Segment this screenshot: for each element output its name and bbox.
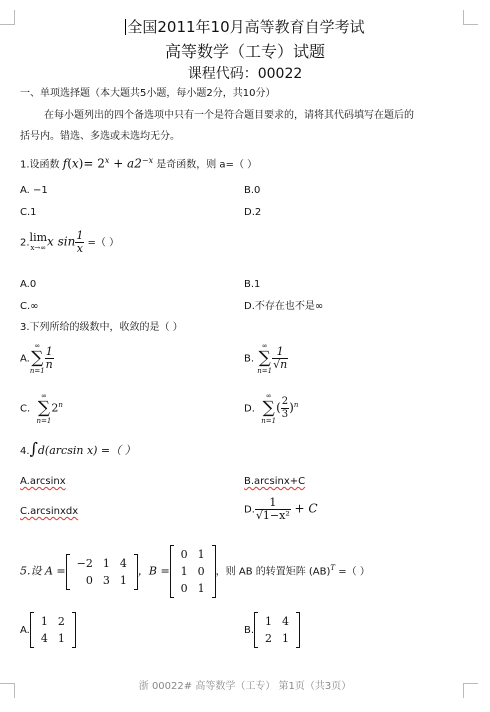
matrix-b-cell: 0 [180,582,188,595]
q3-a-sum-top: ∞ [34,342,41,350]
matrix-option-b-row [260,630,294,647]
exam-title [0,16,490,37]
q3-c-sum-bot: n=1 [36,417,52,425]
exam-subtitle: 高等数学（工专）试题 [164,42,325,61]
q4-option-c [20,506,78,518]
matrix-option-b-cell: 4 [282,615,290,628]
q5-mid: ，B = [137,564,170,578]
q3-a-num: 1 [45,345,53,358]
matrix-a-cell: 1 [102,556,110,570]
q3-d-label: D. [244,403,255,415]
q3-b-sum-top: ∞ [261,342,268,350]
page-footer: 浙 00022# 高等数学（工专） 第1页（共3页） [138,681,352,692]
matrix-option-b-cell: 1 [282,632,290,645]
matrix-option-b-row [260,613,294,630]
q3-b-sigma: ∑ [258,348,271,368]
q2-lim: lim [29,230,48,244]
matrix-b [170,545,216,598]
q3-b-sum-bot: n=1 [257,367,273,375]
q3-a-den: n [45,358,53,371]
q3-d-sigma: ∑ [262,398,275,418]
q2-option-a: A.0 [20,279,37,290]
matrix-b-row [176,563,210,580]
matrix-option-b [254,612,300,648]
q4-d-den: √1−x² [255,509,290,522]
q4-d-num: 1 [255,497,291,510]
question-4-stem [20,441,136,460]
question-5-stem [20,545,370,598]
q4-option-c-text: C.arcsinxdx [20,506,79,517]
q3-c-sigma: ∑ [37,398,51,418]
q5-option-a [20,612,76,648]
q2-option-c: C.∞ [20,301,39,312]
matrix-a-cell: 3 [102,573,110,587]
matrix-a-cell: 1 [119,573,127,587]
q1-option-b: B.0 [244,185,261,196]
matrix-option-a-cell: 1 [40,615,48,628]
question-3-stem: 3.下列所给的级数中，收敛的是（ ） [20,322,183,333]
q1-exp2: −x [141,156,154,165]
exam-title-text: 全国2011年10月高等教育自学考试 [127,18,365,36]
q4-prefix: 4. [20,446,30,457]
q3-d-sum-bot: n=1 [261,417,277,425]
matrix-a-row [72,555,132,572]
matrix-a-cell: −2 [76,556,93,570]
matrix-option-a [30,612,76,648]
q5-a-label: A. [20,625,30,636]
q4-d-label: D. [244,504,255,516]
instruction-line-2: 括号内。错选、多选或未选均无分。 [20,131,180,142]
q2-lim-sub: x→∞ [30,243,47,252]
q2-frac-num: 1 [76,229,84,242]
q3-b-num: 1 [272,346,288,359]
q4-option-a-text: A.arcsinx [20,476,66,487]
matrix-a [66,554,138,590]
q5-transpose: T [330,564,336,573]
matrix-a-cell: 0 [85,573,93,587]
q5-option-b [244,612,300,648]
q1-option-d: D.2 [244,207,262,218]
q4-option-a [20,476,66,488]
q1-prefix: 1.设函数 [20,159,63,171]
q5-b-label: B. [244,625,255,636]
matrix-b-cell: 0 [197,565,205,578]
q3-b-den: √n [273,358,288,371]
question-2-stem [20,230,119,255]
q2-suffix: =（ ） [84,237,120,249]
q3-d-num: 2 [281,396,289,407]
q2-option-b: B.1 [244,279,261,290]
q4-option-d [244,497,318,522]
q3-option-a [20,342,54,375]
matrix-option-a-cell: 1 [57,632,65,645]
q1-option-c: C.1 [20,207,37,218]
q5-tail: =（ ） [335,566,370,578]
q3-c-sum-top: ∞ [41,392,47,400]
q3-a-label: A. [20,353,30,365]
q5-suffix: ，则 AB 的转置矩阵 (AB) [215,566,331,578]
q3-c-label: C. [20,403,31,415]
q1-option-a: A. −1 [20,185,48,196]
q3-option-c [20,392,63,425]
matrix-b-row [176,546,210,563]
q3-c-exp: n [58,401,63,410]
instruction-line-1: 在每小题列出的四个备选项中只有一个是符合题目要求的，请将其代码填写在题后的 [44,110,414,121]
q2-x-sin: x sin [47,234,76,249]
matrix-b-cell: 1 [197,548,205,561]
q5-prefix: 5.设 A = [20,564,66,578]
q1-suffix: 是奇函数，则 a=（ ） [153,159,258,171]
q4-option-b [244,476,305,488]
q1-func: f [62,156,68,171]
matrix-a-cell: 4 [119,556,127,570]
matrix-option-a-cell: 4 [40,632,48,645]
matrix-option-a-cell: 2 [57,615,65,628]
q2-option-d: D.不存在也不是∞ [244,301,324,312]
integral-symbol: ∫ [29,439,38,458]
matrix-option-b-cell: 2 [265,632,273,645]
matrix-option-b-cell: 1 [265,615,273,628]
q2-prefix: 2. [20,237,30,249]
q4-d-tail: + C [290,501,318,516]
q3-a-sum-bot: n=1 [29,367,45,375]
matrix-b-cell: 1 [180,565,188,578]
q1-exp1: x [104,156,110,165]
q1-plus: + a2 [109,156,142,171]
q2-frac-den: x [76,242,83,255]
matrix-b-cell: 0 [180,548,188,561]
q3-option-d: D. ∞ ∑ n=1 ( $\frac{2}{3}$ )$^n$ [244,392,299,425]
matrix-option-a-row [36,613,70,630]
q3-b-label: B. [244,353,255,365]
matrix-option-a-row [36,630,70,647]
q3-c-term: 2 [51,401,59,415]
q1-var: x [71,156,79,171]
question-1-stem: 1.设函数 $f(x)= 2^x + a2^{-x}$ 是奇函数，则 a=（ ） [20,156,258,171]
q3-d-exp: n [293,401,299,410]
q4-option-b-text: B.arcsinx+C [244,476,306,487]
q3-d-sum-top: ∞ [265,392,272,400]
q1-rhs: = 2 [83,156,105,171]
matrix-a-row [72,572,132,589]
matrix-b-cell: 1 [197,582,205,595]
q4-body: d(arcsin x) =（ ） [37,444,136,457]
section-heading: 一、单项选择题（本大题共5小题，每小题2分，共10分） [20,88,276,99]
matrix-b-row [176,580,210,597]
q3-a-sigma: ∑ [31,348,44,368]
q3-option-b [244,342,288,375]
q3-d-den: 3 [281,409,289,420]
course-code: 课程代码：00022 [187,66,303,82]
